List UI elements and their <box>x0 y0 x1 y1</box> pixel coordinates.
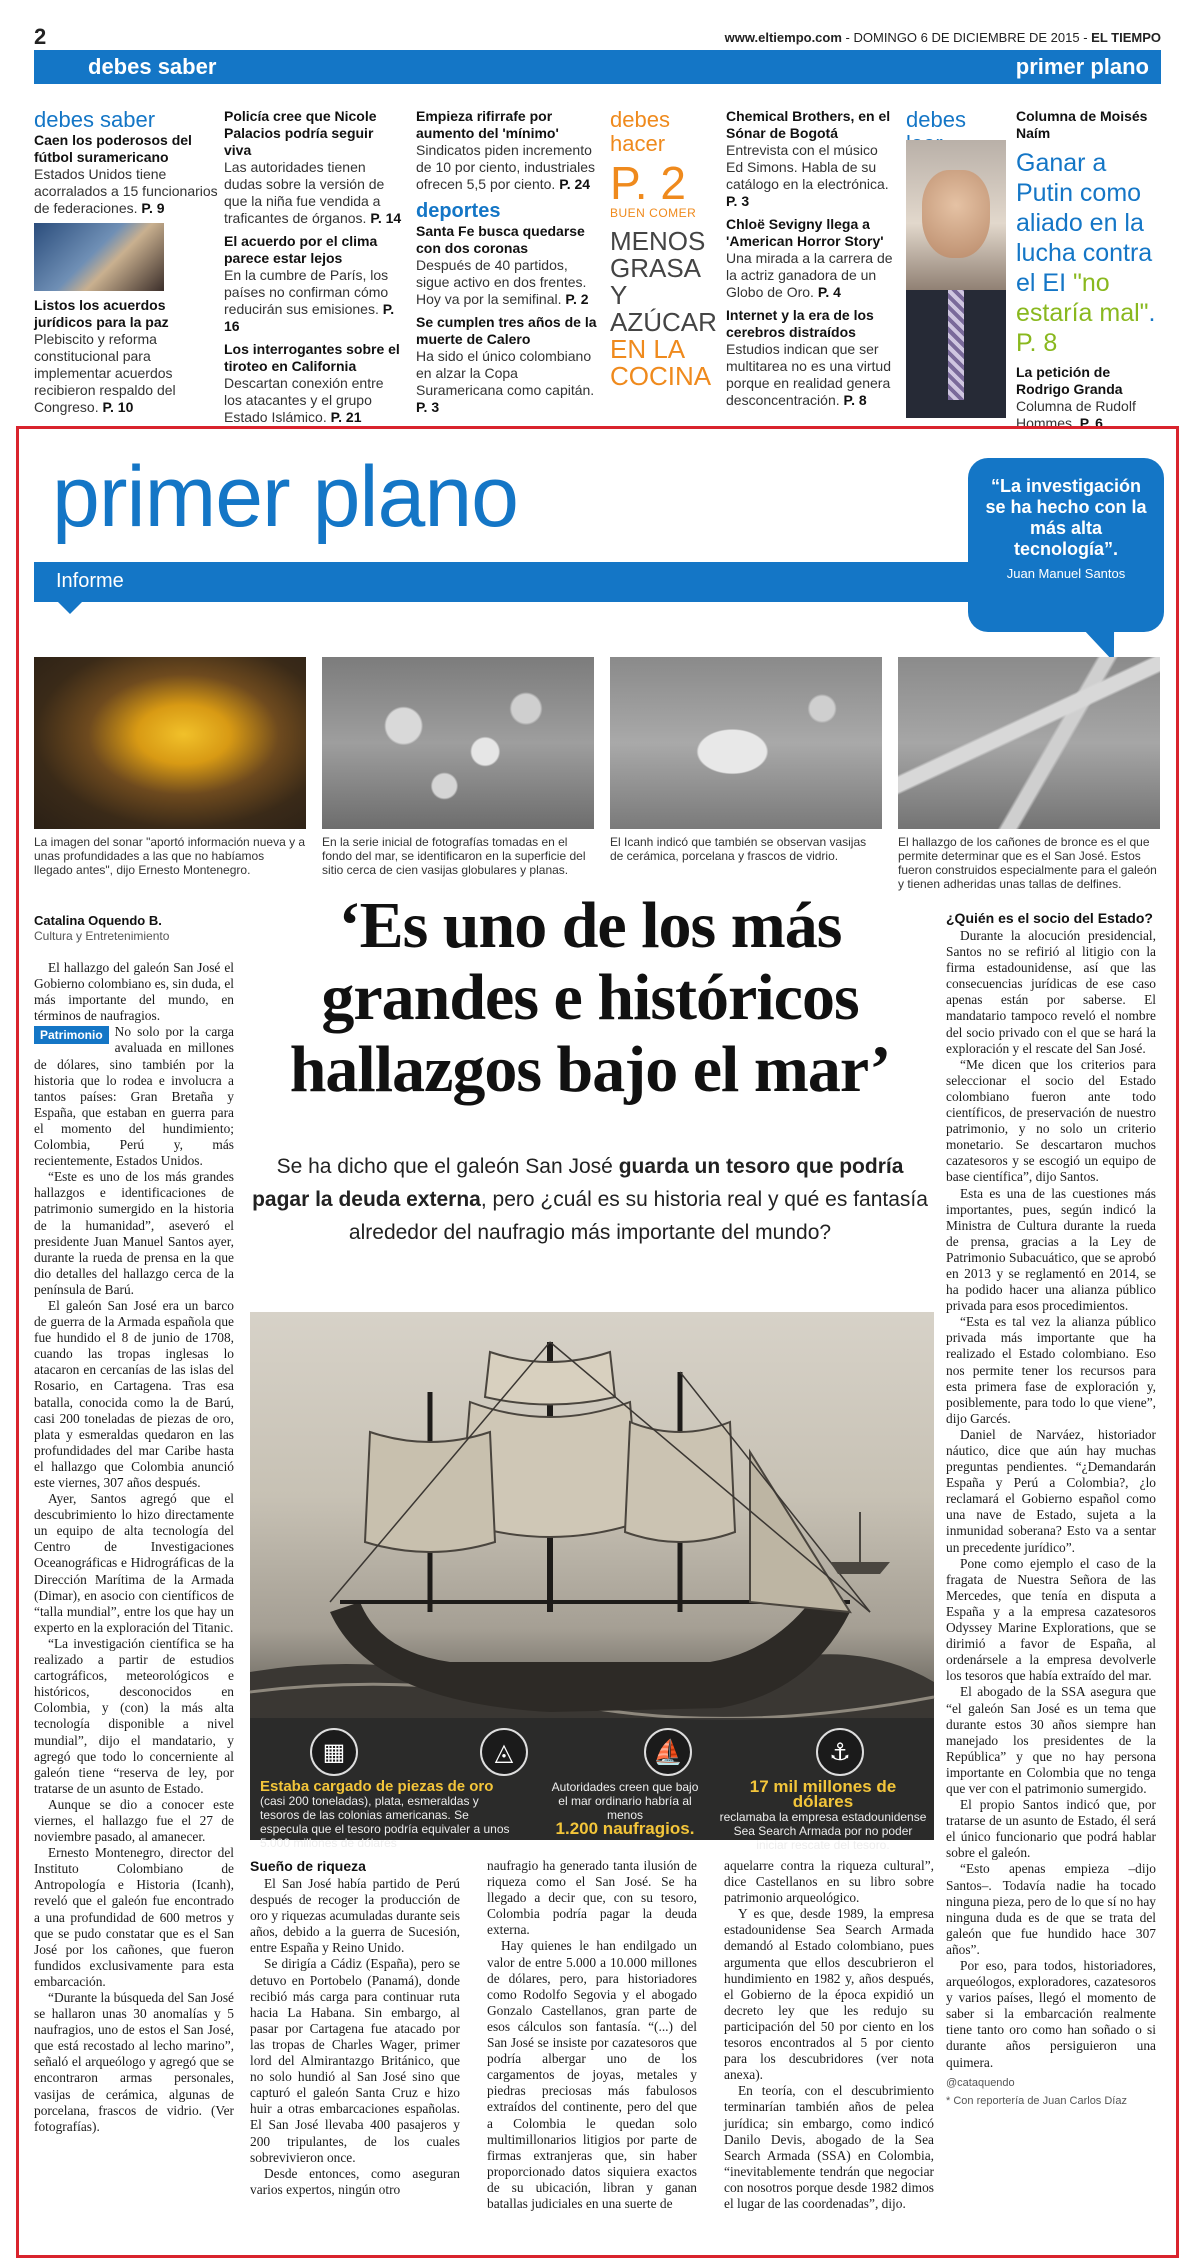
brief-text: Las autoridades tienen dudas sobre la versión de que la niña fue vendida a traficantes de órganos. P. 14 <box>224 159 402 226</box>
paragraph: El San José había partido de Perú después de recoger la producción de oro y riquezas acumuladas durante seis años, debido a la guerra de Sucesión, entre España y Reino Unido. <box>250 1876 460 1956</box>
headline: ‘Es uno de los más grandes e históricos hallazgos bajo el mar’ <box>289 889 891 1106</box>
brief-text: Columna de Rudolf Hommes. P. 6 <box>1016 398 1136 431</box>
brief-photo <box>34 223 164 291</box>
promo-text: MENOS GRASA Y AZÚCAR EN LA COCINA <box>610 226 717 391</box>
brief-text: Descartan conexión entre los atacantes y el grupo Estado Islámico. P. 21 <box>224 375 384 425</box>
brief-column-3 <box>416 108 598 422</box>
page-ref: P. 2 <box>610 157 686 209</box>
stat-claim: 17 mil millones de dólares reclamaba la empresa estadounidense Sea Search Armada por no poder iniciar rescate del tesoro. <box>719 1777 927 1852</box>
site-url[interactable]: www.eltiempo.com <box>724 30 842 45</box>
debes-saber-label: debes saber <box>88 54 217 79</box>
brief-headline: Los interrogantes sobre el tiroteo en California <box>224 341 400 374</box>
patrimonio-badge: Patrimonio <box>34 1026 109 1044</box>
paragraph: Durante la alocución presidencial, Santos no se refirió al litigio con la firma estadounidense, así que las consecuencias jurídicas de ese caso apenas están por saberse. El mandatario tampoco reveló el nombre del socio privado con el que se hará la exploración y el rescate del San José. <box>946 928 1156 1056</box>
deportes-kicker: deportes <box>416 200 501 222</box>
gold-bars-icon: ▦ <box>310 1728 358 1776</box>
paragraph: “Esta es tal vez la alianza público privada más importante que ha realizado el Estado colombiano. Eso nos permite tener los recursos para esta primera fase de exploración y, posiblemente, para todo lo que viene”, dijo Garcés. <box>946 1314 1156 1426</box>
brief-headline: Listos los acuerdos jurídicos para la paz <box>34 297 169 330</box>
paragraph: El propio Santos indicó que, por tratarse de un asunto de Estado, él será el único funcionario que podrá hablar sobre el galeón. <box>946 1797 1156 1861</box>
paragraph: Y es que, desde 1989, la empresa estadounidense Sea Search Armada demandó al Estado colombiano, pues argumenta que ellos descubrieron el hundimiento en 1982 y, años después, el Gobierno de la época expidió un decreto ley que les redujo su participación del 50 por ciento en los tesoros encontrados al 5 por ciento para los descubridores (ver nota anexa). <box>724 1906 934 2083</box>
paragraph: El abogado de la SSA asegura que “el galeón San José es un tema que durante estos 30 años siempre han manejado los presidentes de la República” y que no hay persona importante en Colombia que no tenga que ver con el patrimonio sumergido. <box>946 1684 1156 1796</box>
brief-text: Entrevista con el músico Ed Simons. Habla de su catálogo en la electrónica. P. 3 <box>726 142 889 209</box>
paragraph: “Este es uno de los más grandes hallazgos e identificaciones de patrimonio sumergido en la historia de la humanidad”, aseveró el presidente Juan Manuel Santos ayer, durante la rueda de prensa en la que dio detalles del hallazgo cerca de la península de Barú. <box>34 1169 234 1297</box>
brief-column-1 <box>34 108 224 422</box>
paragraph: Desde entonces, como aseguran varios expertos, ningún otro <box>250 2165 460 2197</box>
brief-column-5 <box>726 108 898 415</box>
paragraph: Patrimonio No solo por la carga avaluada en millones de dólares, sino también por la historia que lo rodea e involucra a tantos países: Gran Bretaña y España, que estaban en guerra para el momento del hundimiento; Colombia, Perú y, más recientemente, Estados Unidos. <box>34 1024 234 1169</box>
author-twitter[interactable]: @cataquendo <box>946 2076 1015 2089</box>
bubble-author: Juan Manuel Santos <box>1006 566 1126 581</box>
brief-headline: Santa Fe busca quedarse con dos coronas <box>416 223 585 256</box>
brief-headline: La petición de Rodrigo Granda <box>1016 364 1123 397</box>
deck: Se ha dicho que el galeón San José guarda un tesoro que podría pagar la deuda externa, pero ¿cuál es su historia real y qué es fantasía alrededor del naufragio más importante del mundo? <box>252 1155 928 1244</box>
columnist-photo <box>906 140 1006 418</box>
paragraph: Ayer, Santos agregó que el descubrimiento lo hizo directamente un equipo de alta tecnología del Centro de Investigaciones Oceanográficas e Hidrográficas de la Dirección Marítima de la Armada (Dimar), en asocio con científicos de “talla mundial”, entre los que hay un experto en la exploración del Titanic. <box>34 1491 234 1635</box>
paragraph: “Durante la búsqueda del San José se hallaron unas 30 anomalías y 5 naufragios, uno de estos el San José, que está recostado al lecho marino”, señaló el arqueólogo y agregó que se encontraron armas personales, vasijas de cerámica, algunas de porcelana, frascos de vidrio. (Ver fotografías). <box>34 1990 234 2134</box>
brief-column-6 <box>1016 108 1161 438</box>
byline: Catalina Oquendo B. <box>34 913 162 928</box>
brief-text: Estudios indican que ser multitarea no es una virtud porque en realidad genera desconcentración. P. 8 <box>726 341 891 408</box>
paragraph: Por eso, para todos, historiadores, arqueólogos, exploradores, cazatesoros y varios países, llegó el momento de saber si la embarcación realmente tiene tanto oro como han soñado o si durante años persiguieron una quimera. <box>946 1958 1156 2070</box>
brief-text: Ha sido el único colombiano en alzar la Copa Suramericana como capitán. P. 3 <box>416 348 595 415</box>
shipwreck-icon: ◬ <box>480 1728 528 1776</box>
section-title: primer plano <box>52 449 518 545</box>
paragraph: Ernesto Montenegro, director del Instituto Colombiano de Antropología e Historia (Icanh), reveló que el galeón fue encontrado a una profundidad de 600 metros y que se pudo constatar que es el San José por los cañones, que fueron fundidos exclusivamente para esta embarcación. <box>34 1845 234 1989</box>
byline-section: Cultura y Entretenimiento <box>34 929 170 943</box>
bubble-quote: “La investigación se ha hecho con la más alta tecnología”. <box>985 476 1147 559</box>
paragraph: Daniel de Narváez, historiador náutico, dice que aún hay muchas preguntas pendientes. “¿Demandarán España y Perú a Colombia?, ¿lo reclamará el Gobierno español como una nave de Estado, sujeta a la inmunidad soberana? Esto va a sentar un precedente jurídico”. <box>946 1426 1156 1555</box>
brief-text: Después de 40 partidos, sigue activo en dos frentes. Hoy va por la semifinal. P. 2 <box>416 257 589 307</box>
paragraph: “La investigación científica se ha realizado a partir de estudios cartográficos, meteorológicos e históricos, desconocidos en Colombia, y (con) la más alta tecnología disponible a nivel mundial”, dijo el mandatario, y agregó que todo lo concerniente al galeón tiene “reserva de ley, por tratarse de un asunto de Estado. <box>34 1635 234 1796</box>
kicker: debes <box>906 107 966 132</box>
paragraph: “Esto apenas empieza –dijo Santos–. Todavía nadie ha tocado ninguna pieza, pero de lo que sí no hay ninguna duda es de que se trata del galeón que fue hundido hace 307 años”. <box>946 1861 1156 1957</box>
stat-shipwrecks: Autoridades creen que bajo el mar ordinario habría al menos 1.200 naufragios. <box>551 1780 699 1838</box>
buen-comer: BUEN COMER <box>610 206 697 220</box>
brief-text: Una mirada a la carrera de la actriz ganadora de un Globo de Oro. P. 4 <box>726 250 893 300</box>
photo-caption: En la serie inicial de fotografías tomadas en el fondo del mar, se identificaron en la superficie del sitio cerca de cien vasijas globulares y planas. <box>322 835 586 877</box>
informe-notch <box>58 602 82 614</box>
brief-headline: Internet y la era de los cerebros distraídos <box>726 307 874 340</box>
brief-headline: Chloë Sevigny llega a 'American Horror Story' <box>726 216 884 249</box>
stat-gold: Estaba cargado de piezas de oro (casi 200 toneladas), plata, esmeraldas y tesoros de las colonias americanas. Se especula que el tesoro podría equivaler a unos 5.000 millones de dólares <box>260 1778 510 1850</box>
debes-saber-tab <box>34 50 234 84</box>
subheading: Sueño de riqueza <box>250 1858 366 1874</box>
column-quote: Ganar a Putin como aliado en la lucha contra el EI "no estaría mal". P. 8 <box>1016 149 1156 357</box>
cannon-photo <box>898 657 1160 829</box>
brief-headline: Policía cree que Nicole Palacios podría seguir viva <box>224 108 377 158</box>
paragraph: Aunque se dio a conocer este viernes, el hallazgo fue el 27 de noviembre pasado, al amanecer. <box>34 1796 234 1845</box>
paragraph: Se dirigía a Cádiz (España), pero se detuvo en Portobelo (Panamá), donde recibió más carga para continuar ruta hacia La Habana. Sin embargo, al pasar por Cartagena fue atacado por las tropas de Charles Wager, primer lord del Almirantazgo Británico, que no solo hundió al San José sino que capturó el galeón Santa Cruz e hizo huir a otras embarcaciones españolas. El San José llevaba 400 pasajeros y 200 tripulantes, de los cuales sobrevivieron once. <box>250 1956 460 2165</box>
briefs-strip <box>34 107 1161 431</box>
galleon-illustration <box>250 1312 934 1852</box>
section-subtitle: Informe <box>56 570 124 592</box>
brief-headline: Columna de Moisés Naím <box>1016 108 1148 141</box>
page-number: 2 <box>34 24 47 49</box>
photo-caption: El Icanh indicó que también se observan vasijas de cerámica, porcelana y frascos de vidrio. <box>610 835 867 863</box>
stats-panel <box>250 1718 934 1852</box>
paragraph: El hallazgo del galeón San José el Gobierno colombiano es, sin duda, el más importante del mundo, en términos de naufragios. <box>34 960 234 1024</box>
article-right-column <box>946 910 1156 2255</box>
paragraph: El galeón San José era un barco de guerra de la Armada española que fue hundido el 8 de junio de 1708, cuando las tropas inglesas lo atacaron en cercanías de las islas del Rosario, en Cartagena. Tras esa batalla, conocida como la de Barú, casi 200 toneladas de piezas de oro, plata y esmeraldas quedaron en las profundidades del mar Caribe hasta el hallazgo que Colombia anunció este viernes, 307 años después. <box>34 1297 234 1490</box>
vessel-photo <box>610 657 882 829</box>
article-mid-column-1 <box>250 1858 460 2256</box>
kicker: debes hacer <box>610 107 670 156</box>
paragraph: En teoría, con el descubrimiento terminarían también años de pelea jurídica; sin embargo, como indicó Danilo Devis, abogado de la Sea Search Armada (SSA) en Colombia, “inevitablemente tendrán que negociar con nosotros porque desde 1982 dimos el lugar de las coordenadas”, dijo. <box>724 2083 934 2211</box>
anchor-icon: ⚓ <box>816 1728 864 1776</box>
subheading: ¿Quién es el socio del Estado? <box>946 910 1153 926</box>
photo-row <box>34 657 1161 891</box>
brief-text: Plebiscito y reforma constitucional para implementar acuerdos recibieron respaldo del Congreso. P. 10 <box>34 331 176 415</box>
paragraph: naufragio ha generado tanta ilusión de riqueza como el San José. Se ha llegado a decir que, con su tesoro, Colombia podría pagar la deuda externa. <box>487 1858 697 1938</box>
brief-column-2 <box>224 108 404 432</box>
brief-headline: Chemical Brothers, en el Sónar de Bogotá <box>726 108 891 141</box>
galleon-icon: ⛵ <box>644 1728 692 1776</box>
paragraph: Esta es una de las cuestiones más importantes, pues, según indicó la Ministra de Cultura durante la rueda de prensa, gracias a la Ley de Patrimonio Subacuático, que se aprobó en 2013 y se reglamentó en 2014, se ha podido hacer una alianza público privada para esos procedimientos. <box>946 1185 1156 1314</box>
brief-headline: Se cumplen tres años de la muerte de Calero <box>416 314 597 347</box>
paragraph: “Me dicen que los criterios para seleccionar el socio del Estado colombiano fueron ante todo científicos, de preservación de nuestro patrimonio, y no solo un criterio monetario. Se descartaron muchos cazatesoros y se escogió un equipo de base científica”, dijo Santos. <box>946 1056 1156 1185</box>
informe-bar <box>34 562 984 602</box>
issue-date: DOMINGO 6 DE DICIEMBRE DE 2015 <box>853 30 1080 45</box>
article-mid-column-2 <box>487 1858 697 2256</box>
brief-text: Estados Unidos tiene acorralados a 15 funcionarios de federaciones. P. 9 <box>34 166 218 216</box>
paragraph: Pone como ejemplo el caso de la fragata de Nuestra Señora de las Mercedes, que tenía en disputa a España y a la empresa cazatesoros Odyssey Marine Explorations, que se dirimió a favor de España, al ordenársele a la empresa devolverle los tesoros que había extraído del mar. <box>946 1555 1156 1684</box>
quote-bubble <box>968 458 1164 632</box>
seafloor-photo <box>322 657 594 829</box>
brief-headline: El acuerdo por el clima parece estar lejos <box>224 233 378 266</box>
brief-text: Sindicatos piden incremento de 10 por ciento, industriales ofrecen 5,5 por ciento. P. 24 <box>416 142 595 192</box>
brief-headline: Empieza rifirrafe por aumento del 'mínimo' <box>416 108 559 141</box>
paragraph: Hay quienes le han endilgado un valor de entre 5.000 a 10.000 millones de dólares, pero, para historiadores como Rodolfo Segovia y el abogado Gonzalo Castellanos, gran parte de esos cálculos son fantasía. “(...) del San José se insiste por cazatesoros que podría albergar uno de los cargamentos de joyas, metales y piedras preciosas más fabulosos extraídos del continente, pero del que a Colombia le quedan solo multimillonarios litigios por parte de firmas extranjeras que, sin haber proporcionado datos siquiera exactos de su ubicación, libran y ganan batallas judiciales en una suerte de <box>487 1938 697 2211</box>
header-meta: www.eltiempo.com - DOMINGO 6 DE DICIEMBRE DE 2015 - EL TIEMPO <box>724 30 1161 45</box>
sonar-photo <box>34 657 306 829</box>
brief-text: En la cumbre de París, los países no confirman cómo reducirán sus emisiones. P. 16 <box>224 267 395 334</box>
brief-headline: Caen los poderosos del fútbol suramericano <box>34 132 192 165</box>
kicker: debes saber <box>34 107 156 132</box>
report-credit: * Con reportería de Juan Carlos Díaz <box>946 2094 1127 2107</box>
photo-caption: La imagen del sonar "aportó información nueva y a unas profundidades a las que no habíamos llegado antes", dijo Ernesto Montenegro. <box>34 835 306 877</box>
article-mid-column-3 <box>724 1858 934 2256</box>
primer-plano-label: primer plano <box>1015 54 1149 79</box>
paragraph: aquelarre contra la riqueza cultural”, dice Castellanos en su libro sobre patrimonio arqueológico. <box>724 1858 934 1906</box>
paper-name: EL TIEMPO <box>1091 30 1161 45</box>
photo-caption: El hallazgo de los cañones de bronce es el que permite determinar que es el San José. Estos fueron construidos especialmente para el galeón y tienen adheridas unas tallas de delfines. <box>898 835 1157 891</box>
brief-column-4 <box>610 108 720 390</box>
article-left-column <box>34 960 234 2255</box>
